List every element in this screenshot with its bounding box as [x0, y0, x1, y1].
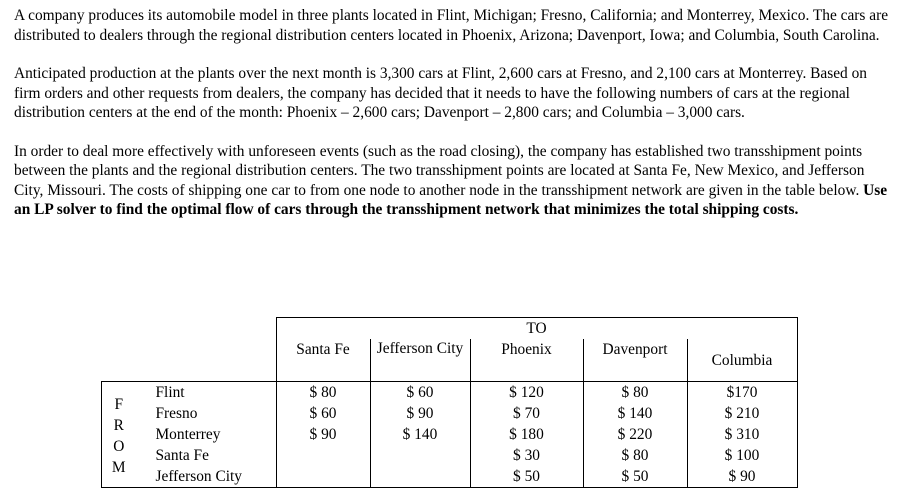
cell-santa-fe-jefferson-city — [370, 445, 470, 466]
cell-flint-davenport: $ 80 — [583, 382, 687, 404]
cell-fresno-santa-fe: $ 60 — [276, 403, 370, 424]
from-letter-o: O — [113, 438, 125, 455]
cell-santa-fe-columbia: $ 100 — [687, 445, 797, 466]
from-letter-f: F — [114, 396, 124, 413]
from-label — [102, 382, 136, 488]
cell-santa-fe-santa-fe — [276, 445, 370, 466]
row-label-santa-fe: Santa Fe — [155, 447, 209, 464]
column-header-columbia: Columbia — [687, 339, 797, 382]
shipping-cost-table — [101, 317, 798, 488]
cell-monterrey-davenport: $ 220 — [583, 424, 687, 445]
paragraph-intro: A company produces its automobile model in three plants located in Flint, Michigan; Fresno, California; and Monterrey, Mexico. The cars are distributed to dealers through the regional distribution centers located in Phoenix, Arizona; Davenport, Iowa; and Columbia, South Carolina. — [14, 7, 889, 44]
row-label-fresno: Fresno — [155, 405, 198, 422]
row-label-jefferson-city: Jefferson City — [136, 466, 277, 488]
cell-jefferson-city-phoenix: $ 50 — [470, 466, 583, 488]
cell-flint-phoenix: $ 120 — [470, 382, 583, 404]
row-label-monterrey: Monterrey — [155, 426, 221, 443]
cell-fresno-jefferson-city: $ 90 — [370, 403, 470, 424]
cell-fresno-phoenix: $ 70 — [470, 403, 583, 424]
cell-jefferson-city-davenport: $ 50 — [583, 466, 687, 488]
cell-flint-jefferson-city: $ 60 — [370, 382, 470, 404]
cell-santa-fe-davenport: $ 80 — [583, 445, 687, 466]
to-header: TO — [276, 318, 797, 340]
row-label-flint: Flint — [136, 382, 277, 404]
column-header-davenport: Davenport — [583, 339, 687, 360]
paragraph-transshipment — [14, 142, 894, 220]
column-header-jefferson-city: Jefferson City — [370, 339, 470, 382]
paragraph-transshipment-instruction: Use an LP solver to find the optimal flow of cars through the transshipment network that minimizes the total shipping costs — [14, 181, 888, 218]
cell-santa-fe-phoenix: $ 30 — [470, 445, 583, 466]
cell-fresno-davenport: $ 140 — [583, 403, 687, 424]
cell-jefferson-city-santa-fe — [276, 466, 370, 488]
cell-monterrey-jefferson-city: $ 140 — [370, 424, 470, 445]
cell-monterrey-santa-fe: $ 90 — [276, 424, 370, 445]
cell-monterrey-columbia: $ 310 — [687, 424, 797, 445]
from-letter-m: M — [111, 459, 126, 476]
document-body — [14, 6, 894, 220]
column-header-phoenix: Phoenix — [470, 339, 583, 360]
from-letter-r: R — [113, 417, 124, 434]
cell-jefferson-city-columbia: $ 90 — [687, 466, 797, 488]
cell-fresno-columbia: $ 210 — [687, 403, 797, 424]
cell-flint-santa-fe: $ 80 — [276, 382, 370, 404]
cell-monterrey-phoenix: $ 180 — [470, 424, 583, 445]
cell-flint-columbia: $170 — [687, 382, 797, 404]
paragraph-production: Anticipated production at the plants over the next month is 3,300 cars at Flint, 2,600 cars at Fresno, and 2,100 cars at Monterrey. Based on firm orders and other requests from dealers, the company has decided that it needs to have the following numbers of cars at the regional distribution centers at the end of the month: Phoenix – 2,600 cars; Davenport – 2,800 cars; and Columbia – 3,000 cars. — [14, 65, 867, 121]
cell-jefferson-city-jefferson-city — [370, 466, 470, 488]
column-header-santa-fe: Santa Fe — [276, 339, 370, 360]
paragraph-transshipment-text: In order to deal more effectively with unforeseen events (such as the road closing), the company has established two transshipment points between the plants and the regional distribution centers. The two transshipment points are located at Santa Fe, New Mexico, and Jefferson City, Missouri. The costs of shipping one car to from one node to another node in the transshipment network are given in the table below. — [14, 142, 865, 199]
paragraph-transshipment-period: . — [794, 201, 799, 218]
